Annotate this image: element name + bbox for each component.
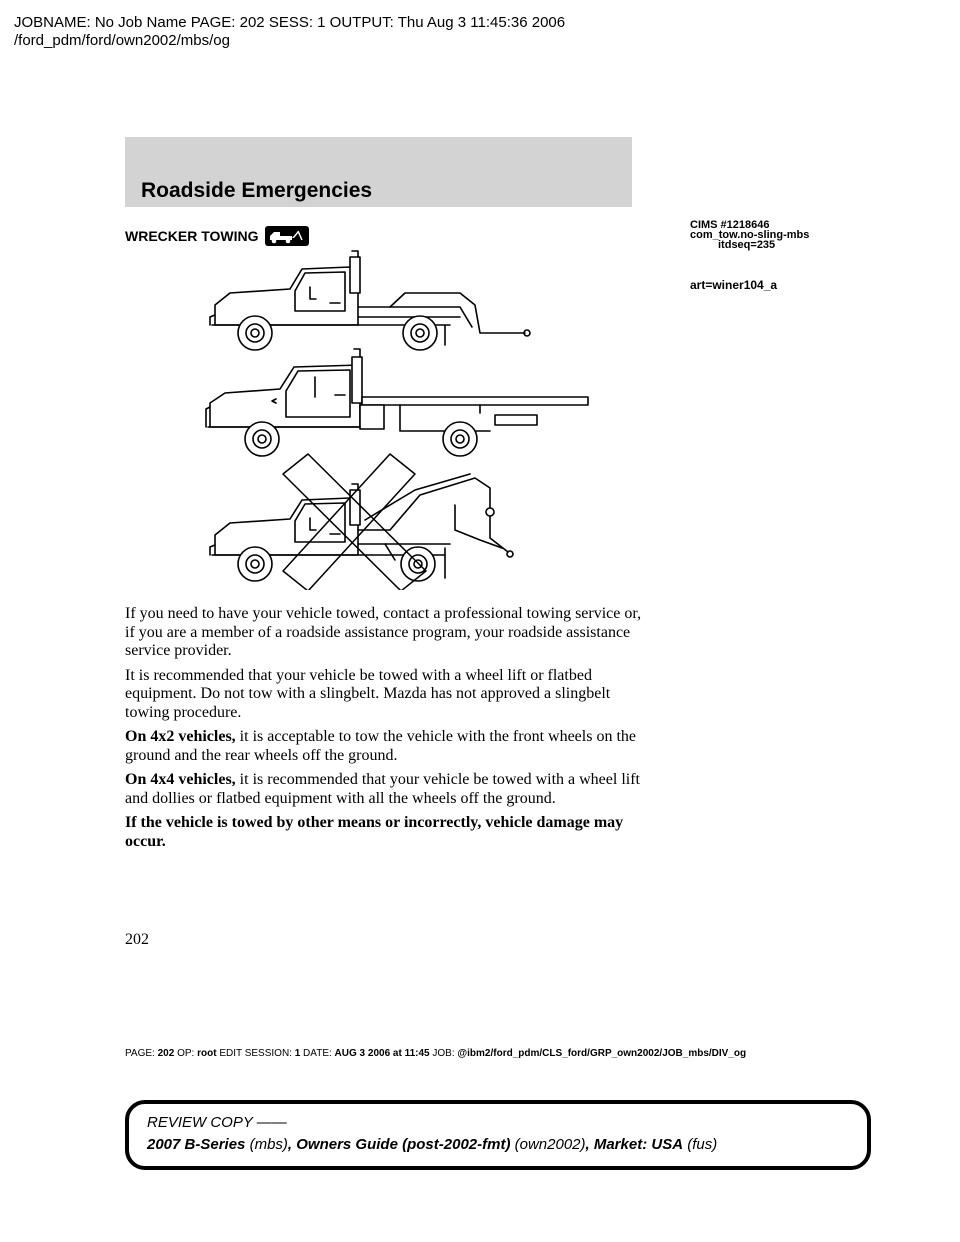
review-sep2: , Market: xyxy=(585,1136,652,1153)
sling-truck-illustration xyxy=(210,474,513,581)
tow-truck-icon xyxy=(265,226,309,246)
text-4x4: it is recommended that your vehicle be towed with a wheel lift and dollies or flatbed equipment with all the wheels off the ground. xyxy=(125,771,640,807)
cims-line2: com_tow.no-sling-mbs xyxy=(690,229,810,241)
paragraph-recommended-equipment: It is recommended that your vehicle be towed with a wheel lift or flatbed equipment. Do not tow with a slingbelt. Mazda has not approved a slingbelt towing procedure. xyxy=(125,666,611,721)
art-reference: art=winer104_a xyxy=(690,278,778,292)
wrecker-towing-heading xyxy=(125,226,309,246)
footer-page-label: PAGE: xyxy=(125,1048,158,1059)
body-text xyxy=(125,605,645,857)
review-copy-details xyxy=(147,1136,717,1153)
review-copy-box xyxy=(125,1100,871,1170)
job-header-line1: JOBNAME: No Job Name PAGE: 202 SESS: 1 OUTPUT: Thu Aug 3 11:45:36 2006 xyxy=(14,14,566,31)
cims-line1: CIMS #1218646 xyxy=(690,219,770,231)
damage-warning-text: If the vehicle is towed by other means or incorrectly, vehicle damage may occur. xyxy=(125,814,624,850)
footer-job-value: @ibm2/ford_pdm/CLS_ford/GRP_own2002/JOB_mbs/DIV_og xyxy=(457,1048,747,1059)
review-market: USA xyxy=(651,1136,684,1153)
flatbed-truck-illustration xyxy=(206,349,588,456)
review-model: 2007 B-Series xyxy=(147,1136,246,1153)
footer-date-value: AUG 3 2006 at 11:45 xyxy=(334,1048,430,1059)
footer-date-label: DATE: xyxy=(300,1048,335,1059)
review-sep1: , xyxy=(287,1136,297,1153)
text-4x2: it is acceptable to tow the vehicle with the front wheels on the ground and the rear wheels off the ground. xyxy=(125,728,636,764)
page-number: 202 xyxy=(125,931,149,948)
paragraph-damage-warning xyxy=(125,814,645,851)
paragraph-4x2 xyxy=(125,728,645,765)
job-header-line2: /ford_pdm/ford/own2002/mbs/og xyxy=(14,32,230,49)
footer-op-value: root xyxy=(197,1048,217,1059)
footer-job-label: JOB: xyxy=(429,1048,458,1059)
label-4x4: On 4x4 vehicles, xyxy=(125,771,236,788)
heading-text: WRECKER TOWING xyxy=(125,228,259,244)
footer-op-label: OP: xyxy=(174,1048,198,1059)
review-copy-label: REVIEW COPY —— xyxy=(147,1114,287,1131)
footer-meta xyxy=(125,1048,746,1059)
review-model-code: (mbs) xyxy=(245,1136,288,1153)
cims-reference xyxy=(690,220,809,250)
section-band xyxy=(125,137,632,207)
review-market-code: (fus) xyxy=(683,1136,718,1153)
label-4x2: On 4x2 vehicles, xyxy=(125,728,236,745)
footer-session-value: 1 xyxy=(294,1048,301,1059)
footer-page-value: 202 xyxy=(157,1048,175,1059)
paragraph-contact-towing: If you need to have your vehicle towed, contact a professional towing service or, if you are a member of a roadside assistance program, your roadside assistance service provider. xyxy=(125,605,642,659)
review-guide: Owners Guide (post-2002-fmt) xyxy=(296,1136,511,1153)
review-guide-code: (own2002) xyxy=(510,1136,586,1153)
wheel-lift-truck-illustration xyxy=(210,251,530,350)
paragraph-4x4 xyxy=(125,771,645,808)
cims-line3: itdseq=235 xyxy=(718,239,776,251)
footer-session-label: EDIT SESSION: xyxy=(216,1048,295,1059)
section-title: Roadside Emergencies xyxy=(141,179,373,202)
towing-illustrations xyxy=(190,245,610,590)
job-header xyxy=(14,14,565,50)
